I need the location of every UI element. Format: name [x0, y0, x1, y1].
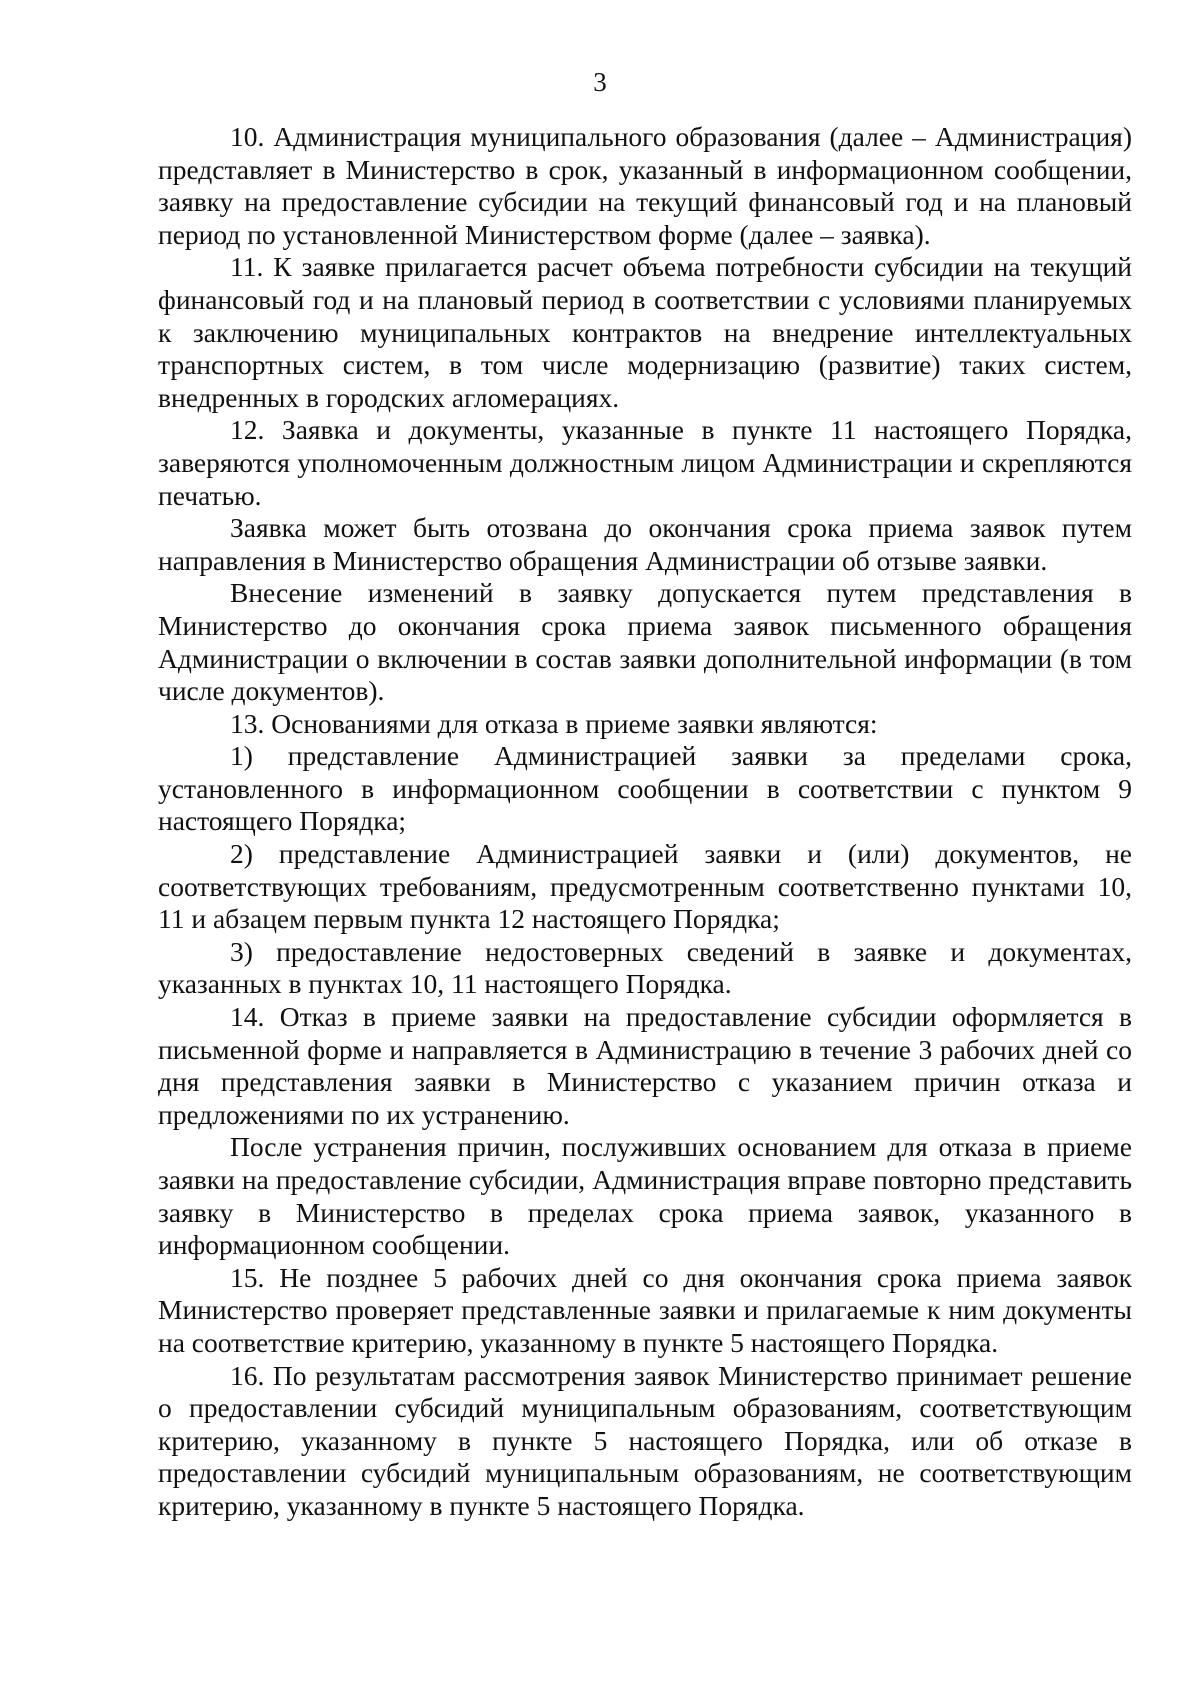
paragraph-13-item-1: 1) представление Администрацией заявки за пределами срока, установленного в информационном сообщении в соответствии с пунктом 9 настоящего Порядка; [158, 740, 1132, 837]
document-body [158, 121, 1132, 1523]
paragraph-12: 12. Заявка и документы, указанные в пункте 11 настоящего Порядка, заверяются уполномоченным должностным лицом Администрации и скрепляются печатью. [158, 414, 1132, 511]
page-number: 3 [593, 67, 607, 97]
paragraph-11: 11. К заявке прилагается расчет объема потребности субсидии на текущий финансовый год и на плановый период в соответствии с условиями планируемых к заключению муниципальных контрактов на внедрение интеллектуальных транспортных систем, в том числе модернизацию (развитие) таких систем, внедренных в городских агломерациях. [158, 251, 1132, 413]
paragraph-10: 10. Администрация муниципального образования (далее – Администрация) представляет в Министерство в срок, указанный в информационном сообщении, заявку на предоставление субсидии на текущий финансовый год и на плановый период по установленной Министерством форме (далее – заявка). [158, 121, 1132, 250]
paragraph-13-item-2: 2) представление Администрацией заявки и (или) документов, не соответствующих требованиям, предусмотренным соответственно пунктами 10, 11 и абзацем первым пункта 12 настоящего Порядка; [158, 838, 1132, 935]
paragraph-12-withdrawal: Заявка может быть отозвана до окончания срока приема заявок путем направления в Министерство обращения Администрации об отзыве заявки. [158, 512, 1132, 576]
paragraph-14-resubmission: После устранения причин, послуживших основанием для отказа в приеме заявки на предоставление субсидии, Администрация вправе повторно представить заявку в Министерство в пределах срока приема заявок, указанного в информационном сообщении. [158, 1131, 1132, 1261]
paragraph-15: 15. Не позднее 5 рабочих дней со дня окончания срока приема заявок Министерство проверяет представленные заявки и прилагаемые к ним документы на соответствие критерию, указанному в пункте 5 настоящего Порядка. [158, 1261, 1132, 1358]
paragraph-12-amendments: Внесение изменений в заявку допускается путем представления в Министерство до окончания срока приема заявок письменного обращения Администрации о включении в состав заявки дополнительной информации (в том числе документов). [158, 577, 1132, 707]
paragraph-13: 13. Основаниями для отказа в приеме заявки являются: [230, 707, 878, 739]
paragraph-14: 14. Отказ в приеме заявки на предоставление субсидии оформляется в письменной форме и направляется в Администрацию в течение 3 рабочих дней со дня представления заявки в Министерство с указанием причин отказа и предложениями по их устранению. [158, 1001, 1132, 1130]
paragraph-16: 16. По результатам рассмотрения заявок Министерство принимает решение о предоставлении субсидий муниципальным образованиям, соответствующим критерию, указанному в пункте 5 настоящего Порядка, или об отказе в предоставлении субсидий муниципальным образованиям, не соответствующим критерию, указанному в пункте 5 настоящего Порядка. [158, 1359, 1132, 1521]
paragraph-13-item-3: 3) предоставление недостоверных сведений в заявке и документах, указанных в пунктах 10, 11 настоящего Порядка. [158, 935, 1132, 1000]
